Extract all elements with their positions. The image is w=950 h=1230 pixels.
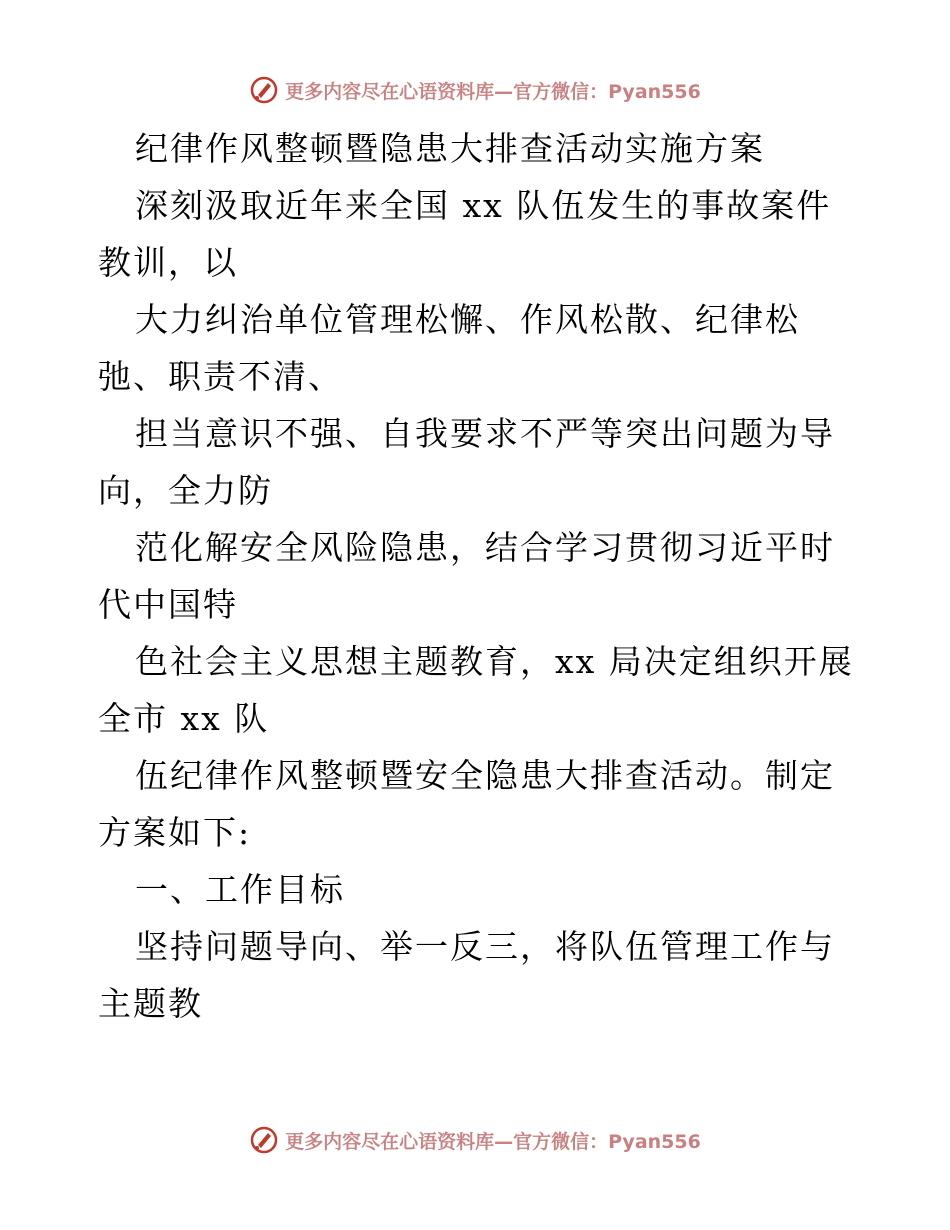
footer-watermark-text: 更多内容尽在心语资料库—官方微信：Pyan556 bbox=[285, 1130, 701, 1153]
header-watermark-banner bbox=[0, 70, 950, 110]
paragraph: 坚持问题导向、举一反三，将队伍管理工作与主题教 bbox=[98, 927, 835, 1023]
paragraph: 担当意识不强、自我要求不严等突出问题为导向，全力防 bbox=[98, 414, 835, 510]
paragraph: 深刻汲取近年来全国 xx 队伍发生的事故案件教训，以 bbox=[98, 186, 832, 282]
brand-logo-icon bbox=[249, 1125, 279, 1155]
brand-logo-icon bbox=[249, 75, 279, 105]
doc-title-paragraph: 纪律作风整顿暨隐患大排查活动实施方案 bbox=[135, 129, 765, 168]
paragraph: 色社会主义思想主题教育，xx 局决定组织开展全市 xx 队 bbox=[98, 642, 854, 738]
section-heading: 一、工作目标 bbox=[135, 870, 345, 909]
footer-watermark-banner bbox=[0, 1120, 950, 1160]
paragraph: 大力纠治单位管理松懈、作风松散、纪律松弛、职责不清、 bbox=[98, 300, 800, 396]
header-watermark-text: 更多内容尽在心语资料库—官方微信：Pyan556 bbox=[285, 80, 701, 103]
document-body bbox=[98, 120, 858, 1032]
paragraph: 伍纪律作风整顿暨安全隐患大排查活动。制定方案如下: bbox=[98, 756, 835, 852]
paragraph: 范化解安全风险隐患，结合学习贯彻习近平时代中国特 bbox=[98, 528, 835, 624]
